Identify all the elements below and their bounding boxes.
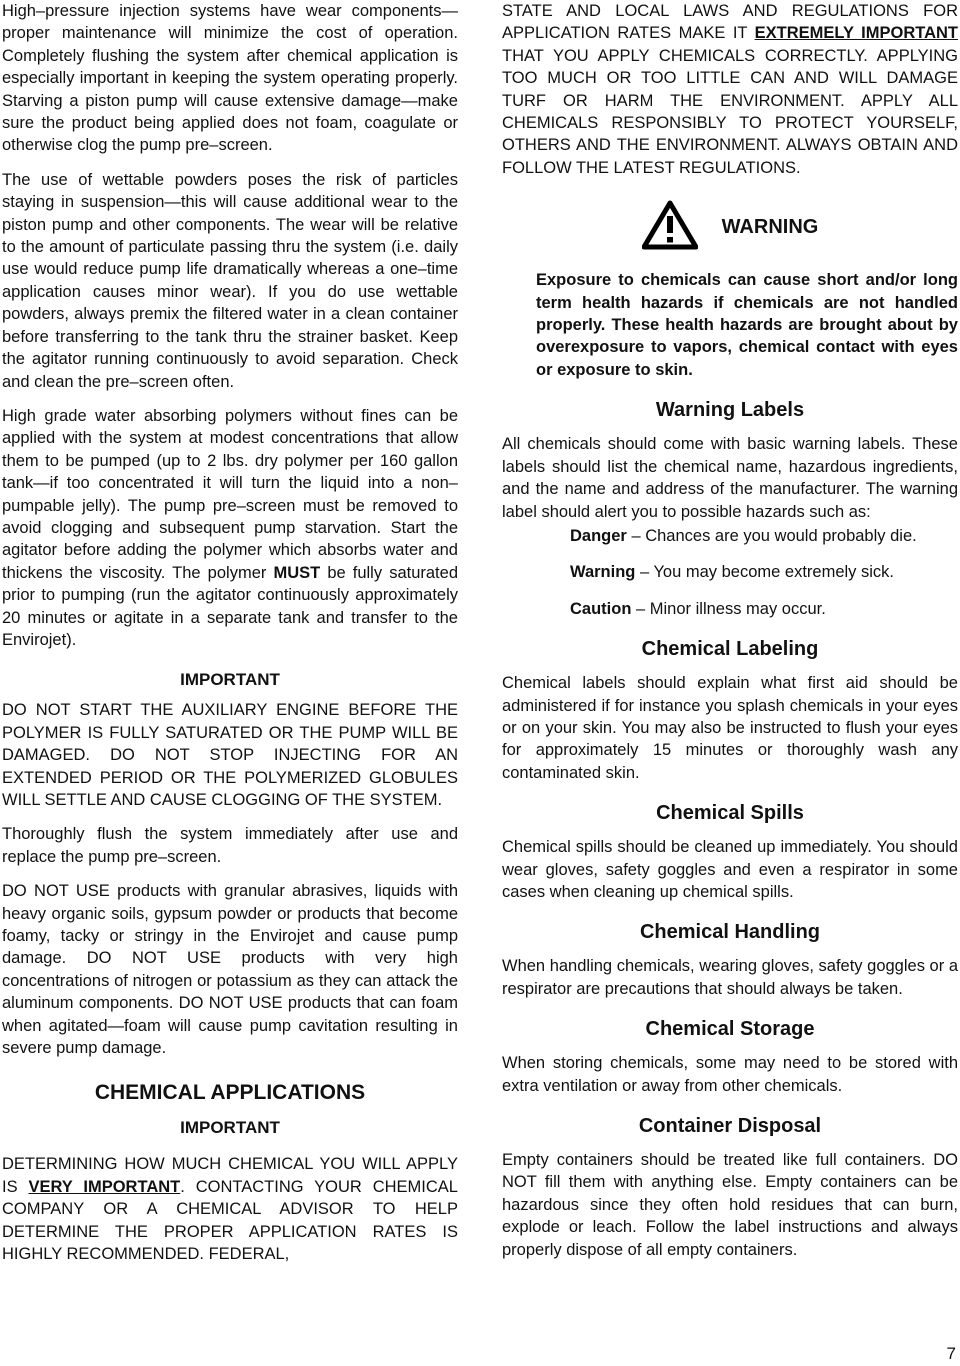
- hazard-term: Caution: [570, 599, 632, 618]
- hazard-caution: [570, 598, 958, 620]
- paragraph-wettable-powders: The use of wettable powders poses the risk of particles staying in suspension—this will cause additional wear to the piston pump and other components. The wear will be relative to the amount of particulate passing thru the system (i.e. daily use would reduce pump life dramatically whereas a one–time application causes minor wear). If you do use wettable powders, always premix the filtered water in a clean container before transferring to the tank thru the strainer basket. Keep the agitator running continuously to avoid separation. Check and clean the pre–screen often.: [2, 170, 458, 391]
- paragraph-do-not-use: DO NOT USE products with granular abrasives, liquids with heavy organic soils, gypsum powder or products that become foamy, tacky or stringy in the Envirojet and cause pump damage. DO NOT USE products with very high concentrations of nitrogen or potassium as they can attack the aluminum components. DO NOT USE products that can foam when agitated—foam will cause pump cavitation resulting in severe pump damage.: [2, 882, 458, 1058]
- container-disposal-heading: Container Disposal: [638, 1115, 822, 1137]
- chemical-storage-heading: Chemical Storage: [645, 1018, 815, 1041]
- important-notice-1: DO NOT START THE AUXILIARY ENGINE BEFORE THE POLYMER IS FULLY SATURATED OR THE PUMP WILL BE DAMAGED. DO NOT STOP INJECTING FOR AN EXTENDED PERIOD OR THE POLYMERIZED GLOBULES WILL SETTLE AND CAUSE CLOGGING OF THE SYSTEM.: [2, 701, 458, 809]
- chemical-labeling-heading: Chemical Labeling: [641, 638, 819, 661]
- hazard-danger: [570, 525, 958, 547]
- hazard-desc: – Minor illness may occur.: [631, 599, 826, 618]
- paragraph-polymers: [2, 405, 458, 651]
- warning-triangle-icon: [642, 200, 698, 255]
- hazard-desc: – Chances are you would probably die.: [626, 526, 917, 545]
- polymers-text-b: be fully saturated prior to pumping (run the agitator continuously approximately 20 minutes or agitate in a separate tank and transfer to the Envirojet).: [2, 563, 458, 649]
- chemical-applications-heading: CHEMICAL APPLICATIONS: [94, 1081, 366, 1105]
- hazard-desc: – You may become extremely sick.: [635, 563, 895, 582]
- warning-title: WARNING: [721, 215, 819, 238]
- important-notice-2: [2, 1153, 458, 1265]
- hazard-term: Danger: [570, 526, 627, 545]
- paragraph-pump-maintenance: High–pressure injection systems have wear components—proper maintenance will minimize the cost of operation. Completely flushing the system after chemical application is especially important in keeping the system operating properly. Starving a piston pump will cause extensive damage—make sure the product being applied does not foam, coagulate or otherwise clog the pump pre–screen.: [2, 2, 458, 155]
- regs-text-a: STATE AND LOCAL LAWS AND REGULATIONS FOR APPLICATION RATES MAKE IT: [502, 2, 958, 43]
- chemical-spills-heading: Chemical Spills: [656, 802, 804, 825]
- right-column: [502, 0, 958, 1261]
- rates-text-b: . CONTACTING YOUR CHEMICAL COMPANY OR A CHEMICAL ADVISOR TO HELP DETERMINE THE PROPER APPLICATION RATES IS HIGHLY RECOMMENDED. FEDERAL,: [2, 1177, 458, 1264]
- important-heading-2: IMPORTANT: [180, 1118, 280, 1138]
- left-column: [2, 0, 458, 1266]
- container-disposal-text: Empty containers should be treated like full containers. DO NOT fill them with anything else. Empty containers can be hazardous since they often hold residues that can burn, explode or leach. Follow the label instructions and always properly dispose of all empty containers.: [502, 1151, 958, 1259]
- chemical-storage-text: When storing chemicals, some may need to be stored with extra ventilation or away from other chemicals.: [502, 1054, 958, 1095]
- regulations-notice: [502, 0, 958, 179]
- warning-header: [502, 195, 958, 259]
- rates-text-a: DETERMINING HOW MUCH CHEMICAL YOU WILL APPLY IS: [2, 1155, 458, 1196]
- hazard-term: Warning: [570, 563, 636, 582]
- warning-text: Exposure to chemicals can cause short and/or long term health hazards if chemicals are not handled properly. These health hazards are brought about by overexposure to vapors, chemical contact with eyes or exposure to skin.: [536, 271, 958, 379]
- paragraph-flush-system: Thoroughly flush the system immediately after use and replace the pump pre–screen.: [2, 825, 458, 866]
- page-number: 7: [946, 1344, 956, 1363]
- chemical-handling-heading: Chemical Handling: [639, 921, 821, 944]
- warning-labels-heading: Warning Labels: [655, 399, 805, 422]
- regs-text-b: THAT YOU APPLY CHEMICALS CORRECTLY. APPLYING TOO MUCH OR TOO LITTLE CAN AND WILL DAMAGE TURF OR HARM THE ENVIRONMENT. APPLY ALL CHEMICALS RESPONSIBLY TO PROTECT YOURSELF, OTHERS AND THE ENVIRONMENT. ALWAYS OBTAIN AND FOLLOW THE LATEST REGULATIONS.: [502, 46, 958, 177]
- warning-labels-text: All chemicals should come with basic warning labels. These labels should list the chemical name, hazardous ingredients, and the name and address of the manufacturer. The warning label should alert you to possible hazards such as:: [502, 435, 958, 521]
- important-heading-1: IMPORTANT: [180, 670, 280, 690]
- chemical-handling-text: When handling chemicals, wearing gloves, safety goggles or a respirator are precautions that should always be taken.: [502, 957, 958, 998]
- must-emphasis: MUST: [273, 563, 321, 582]
- very-important-emphasis: VERY IMPORTANT: [28, 1177, 181, 1196]
- chemical-spills-text: Chemical spills should be cleaned up immediately. You should wear gloves, safety goggles and even a respirator in some cases when cleaning up chemical spills.: [502, 838, 958, 901]
- chemical-labeling-text: Chemical labels should explain what first aid should be administered if for instance you splash chemicals in your eyes or on your skin. You may also be instructed to flush your eyes for approximately 15 minutes or thoroughly wash any contaminated skin.: [502, 674, 958, 782]
- extremely-important-emphasis: EXTREMELY IMPORTANT: [754, 24, 958, 43]
- polymers-text-a: High grade water absorbing polymers without fines can be applied with the system at modest concentrations that allow them to be pumped (up to 2 lbs. dry polymer per 160 gallon tank—if too concentrated it will turn the liquid into a non–pumpable jelly). The pump pre–screen must be removed to avoid clogging and subsequent pump starvation. Start the agitator before adding the polymer which absorbs water and thickens the viscosity. The polymer: [2, 406, 458, 582]
- hazard-warning: [570, 561, 958, 583]
